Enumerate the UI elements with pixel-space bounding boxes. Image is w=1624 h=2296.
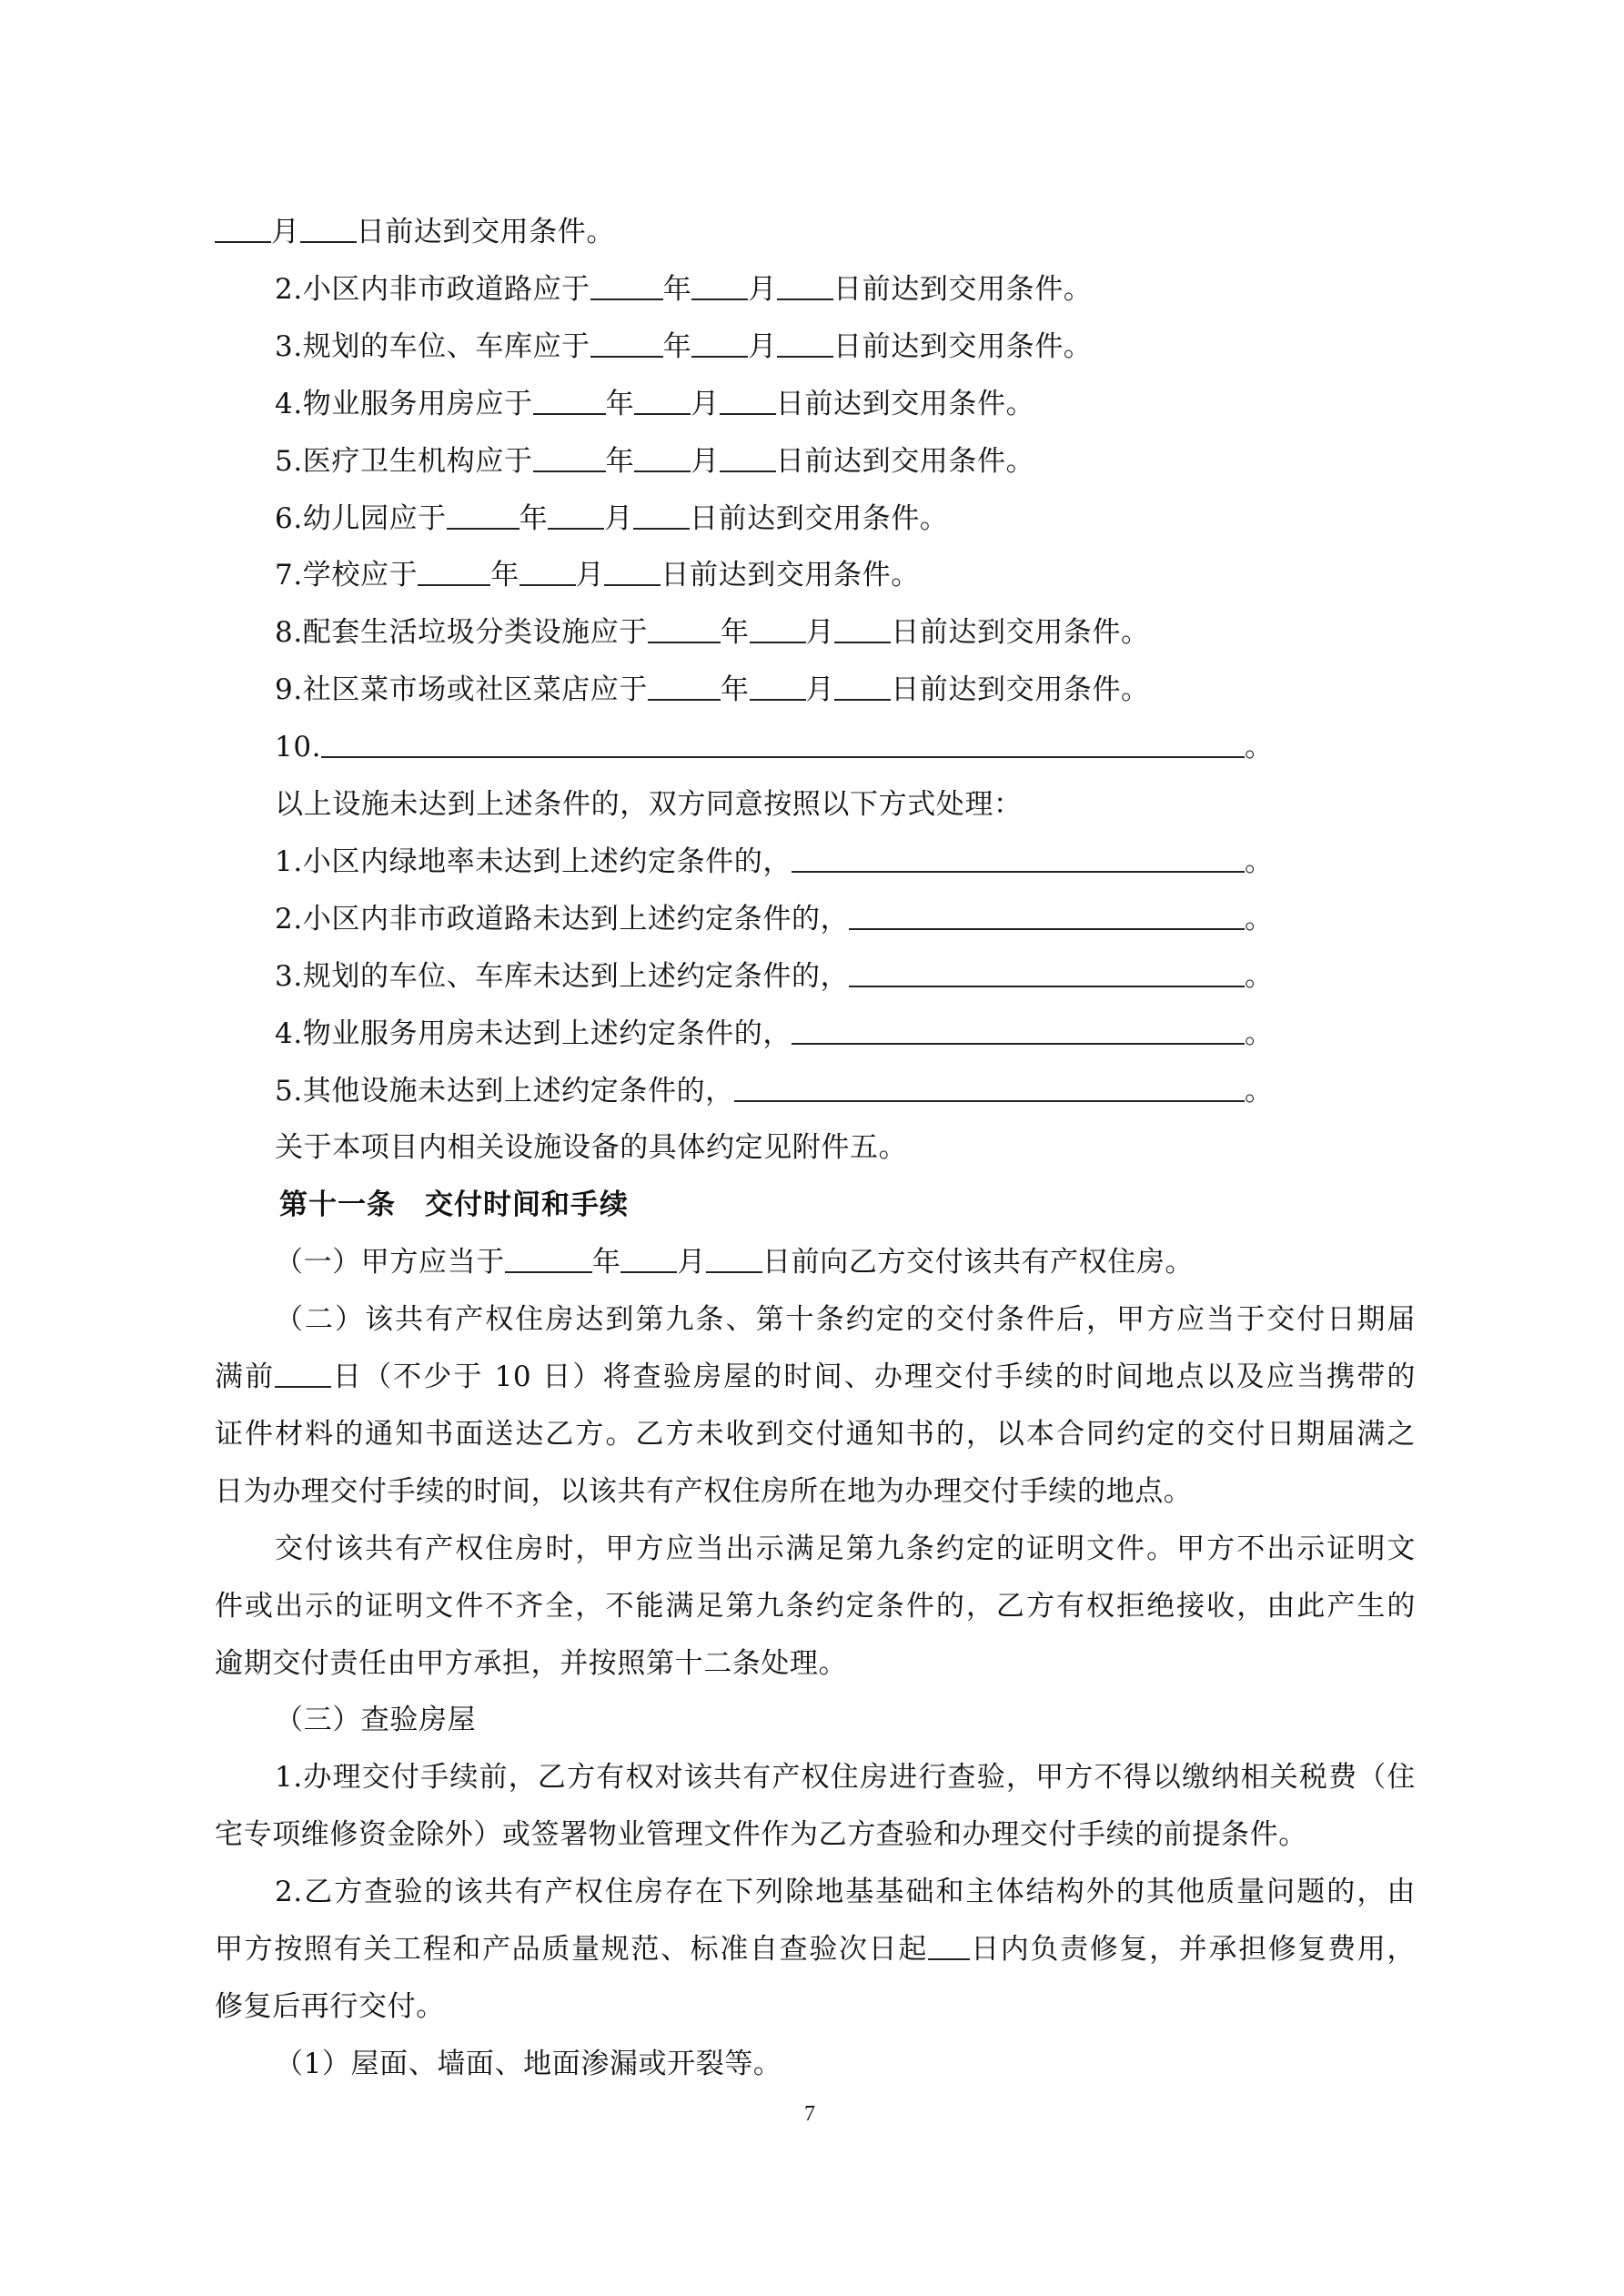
fill-in-blank[interactable]: [777, 271, 833, 300]
fill-in-blank[interactable]: [834, 672, 891, 701]
line-text: 年: [605, 444, 635, 478]
document-line: [215, 1815, 1416, 1855]
line-text: 年: [519, 501, 549, 535]
document-line: [275, 1014, 1416, 1054]
line-text: 日前达到交用条件。: [690, 501, 949, 535]
document-line: [275, 1529, 1416, 1569]
fill-in-blank[interactable]: [720, 386, 776, 415]
line-text: 修复后再行交付。: [215, 1989, 445, 2023]
line-text: 7.学校应于: [275, 559, 419, 592]
line-text: 甲方按照有关工程和产品质量规范、标准自查验次日起: [215, 1933, 928, 1966]
document-line: [275, 269, 1416, 309]
line-text: 年: [605, 387, 635, 420]
line-text: 月: [691, 387, 720, 420]
line-text: 日前达到交用条件。: [661, 559, 920, 592]
line-text: 年: [591, 1246, 621, 1279]
line-text: 5.其他设施未达到上述约定条件的，: [275, 1074, 734, 1108]
document-line: [275, 670, 1416, 710]
line-text: 月: [575, 559, 605, 592]
document-line: [275, 499, 1416, 539]
line-text: 日前达到交用条件。: [775, 387, 1035, 420]
line-text: 第十一条 交付时间和手续: [279, 1188, 629, 1222]
fill-in-blank[interactable]: [633, 501, 690, 530]
line-text: 5.医疗卫生机构应于: [275, 444, 533, 478]
line-text: 日前达到交用条件。: [833, 329, 1093, 363]
document-line: [275, 384, 1416, 424]
line-text: 3.规划的车位、车库应于: [275, 329, 590, 363]
document-line: [275, 555, 1416, 595]
document-line: [275, 899, 1416, 939]
line-text: 日前达到交用条件。: [833, 272, 1093, 306]
fill-in-blank[interactable]: [505, 1244, 592, 1273]
fill-in-blank[interactable]: [604, 557, 661, 586]
line-text: 。: [1245, 959, 1274, 993]
line-text: 4.物业服务用房应于: [275, 387, 533, 420]
document-line: [215, 1357, 1416, 1397]
fill-in-blank[interactable]: [590, 329, 663, 358]
fill-in-blank[interactable]: [691, 329, 748, 358]
fill-in-blank[interactable]: [634, 443, 691, 472]
line-text: 日前达到交用条件。: [356, 216, 616, 248]
line-text: 月: [691, 444, 720, 478]
document-line: [215, 1586, 1416, 1626]
document-line: [275, 1872, 1416, 1912]
fill-in-blank[interactable]: [590, 271, 663, 300]
line-text: 2.乙方查验的该共有产权住房存在下列除地基基础和主体结构外的其他质量问题的，由: [275, 1876, 1416, 1909]
line-text: 件或出示的证明文件不齐全，不能满足第九条约定条件的，乙方有权拒绝接收，由此产生的: [215, 1589, 1416, 1623]
line-text: 日前向乙方交付该共有产权住房。: [762, 1246, 1195, 1279]
line-text: 1.办理交付手续前，乙方有权对该共有产权住房进行查验，甲方不得以缴纳相关税费（住: [275, 1761, 1416, 1795]
line-text: 年: [662, 272, 692, 306]
line-text: 8.配套生活垃圾分类设施应于: [275, 616, 648, 650]
fill-in-blank[interactable]: [533, 443, 606, 472]
document-line: [275, 1128, 1416, 1168]
fill-in-blank-long[interactable]: [734, 1073, 1245, 1102]
line-text: 。: [1245, 902, 1274, 936]
fill-in-blank-long[interactable]: [849, 901, 1245, 930]
document-line: [275, 956, 1416, 996]
line-text: 满前: [215, 1360, 276, 1393]
line-text: 。: [1245, 845, 1274, 878]
line-text: （二）该共有产权住房达到第九条、第十条约定的交付条件后，甲方应当于交付日期届: [275, 1303, 1416, 1337]
document-line: [275, 842, 1416, 882]
line-text: 月: [677, 1246, 707, 1279]
fill-in-blank[interactable]: [519, 557, 576, 586]
line-text: 1.小区内绿地率未达到上述约定条件的，: [275, 845, 792, 878]
line-text: 。: [1245, 731, 1274, 764]
document-line: [275, 612, 1416, 652]
section-heading: [279, 1185, 1480, 1225]
fill-in-blank-long[interactable]: [321, 729, 1245, 758]
fill-in-blank[interactable]: [533, 386, 606, 415]
document-line: [275, 1071, 1416, 1111]
line-text: 日前达到交用条件。: [891, 616, 1150, 650]
document-line: [275, 1300, 1416, 1340]
fill-in-blank[interactable]: [648, 614, 721, 643]
document-line: [215, 1644, 1416, 1684]
fill-in-blank[interactable]: [691, 271, 748, 300]
document-line: [215, 212, 1416, 252]
document-line: [275, 1700, 1416, 1740]
line-text: （三）查验房屋: [275, 1704, 477, 1737]
document-line: [275, 784, 1416, 824]
line-text: 日前达到交用条件。: [775, 444, 1035, 478]
line-text: 4.物业服务用房未达到上述约定条件的，: [275, 1017, 792, 1050]
line-text: 2.小区内非市政道路未达到上述约定条件的，: [275, 902, 850, 936]
line-text: 月: [805, 616, 835, 650]
fill-in-blank[interactable]: [834, 614, 891, 643]
line-text: 3.规划的车位、车库未达到上述约定条件的，: [275, 959, 850, 993]
document-line: [215, 1929, 1416, 1969]
fill-in-blank[interactable]: [620, 1244, 677, 1273]
line-text: 年: [720, 616, 750, 650]
document-line: [275, 1757, 1416, 1797]
document-line: [215, 1472, 1416, 1512]
line-text: 证件材料的通知书面送达乙方。乙方未收到交付通知书的，以本合同约定的交付日期届满之: [215, 1417, 1416, 1451]
line-text: 10.: [275, 731, 322, 764]
document-line: [275, 727, 1416, 767]
line-text: 逾期交付责任由甲方承担，并按照第十二条处理。: [215, 1646, 848, 1680]
line-text: 6.幼儿园应于: [275, 501, 447, 535]
document-line: [215, 1987, 1416, 2027]
fill-in-blank[interactable]: [215, 214, 271, 243]
line-text: （一）甲方应当于: [275, 1246, 505, 1279]
line-text: 以上设施未达到上述条件的，双方同意按照以下方式处理：: [275, 788, 1023, 821]
line-text: 年: [662, 329, 692, 363]
fill-in-blank[interactable]: [928, 1931, 970, 1960]
line-text: 年: [720, 673, 750, 707]
line-text: 月: [271, 216, 300, 248]
document-line: [275, 1242, 1416, 1282]
fill-in-blank[interactable]: [720, 443, 776, 472]
fill-in-blank[interactable]: [750, 614, 806, 643]
line-text: 月: [805, 673, 835, 707]
fill-in-blank[interactable]: [706, 1244, 762, 1273]
document-line: [275, 327, 1416, 367]
fill-in-blank[interactable]: [648, 672, 721, 701]
line-text: 日前达到交用条件。: [891, 673, 1150, 707]
fill-in-blank[interactable]: [548, 501, 604, 530]
line-text: 日为办理交付手续的时间，以该共有产权住房所在地为办理交付手续的地点。: [215, 1474, 1193, 1508]
document-line: [275, 2044, 1416, 2084]
line-text: 日内负责修复，并承担修复费用，: [970, 1933, 1416, 1966]
page-number: 7: [804, 2102, 815, 2126]
fill-in-blank-long[interactable]: [792, 1016, 1245, 1045]
fill-in-blank[interactable]: [447, 501, 519, 530]
fill-in-blank[interactable]: [634, 386, 691, 415]
line-text: 2.小区内非市政道路应于: [275, 272, 590, 306]
fill-in-blank[interactable]: [418, 557, 490, 586]
fill-in-blank[interactable]: [275, 1359, 331, 1388]
line-text: 。: [1245, 1017, 1274, 1050]
fill-in-blank[interactable]: [777, 329, 833, 358]
fill-in-blank-long[interactable]: [792, 844, 1245, 873]
line-text: 月: [748, 272, 777, 306]
fill-in-blank[interactable]: [750, 672, 806, 701]
document-line: [275, 441, 1416, 481]
line-text: 日（不少于 10 日）将查验房屋的时间、办理交付手续的时间地点以及应当携带的: [331, 1360, 1416, 1393]
line-text: 月: [748, 329, 777, 363]
line-text: 交付该共有产权住房时，甲方应当出示满足第九条约定的证明文件。甲方不出示证明文: [275, 1532, 1416, 1565]
fill-in-blank[interactable]: [300, 214, 357, 243]
document-line: [215, 1414, 1416, 1454]
line-text: （1）屋面、墙面、地面渗漏或开裂等。: [275, 2047, 782, 2080]
line-text: 宅专项维修资金除外）或签署物业管理文件作为乙方查验和办理交付手续的前提条件。: [215, 1818, 1307, 1852]
line-text: 月: [604, 501, 633, 535]
line-text: 关于本项目内相关设施设备的具体约定见附件五。: [275, 1131, 908, 1165]
line-text: 。: [1245, 1074, 1274, 1108]
fill-in-blank-long[interactable]: [849, 958, 1245, 987]
line-text: 年: [490, 559, 519, 592]
line-text: 9.社区菜市场或社区菜店应于: [275, 673, 648, 707]
